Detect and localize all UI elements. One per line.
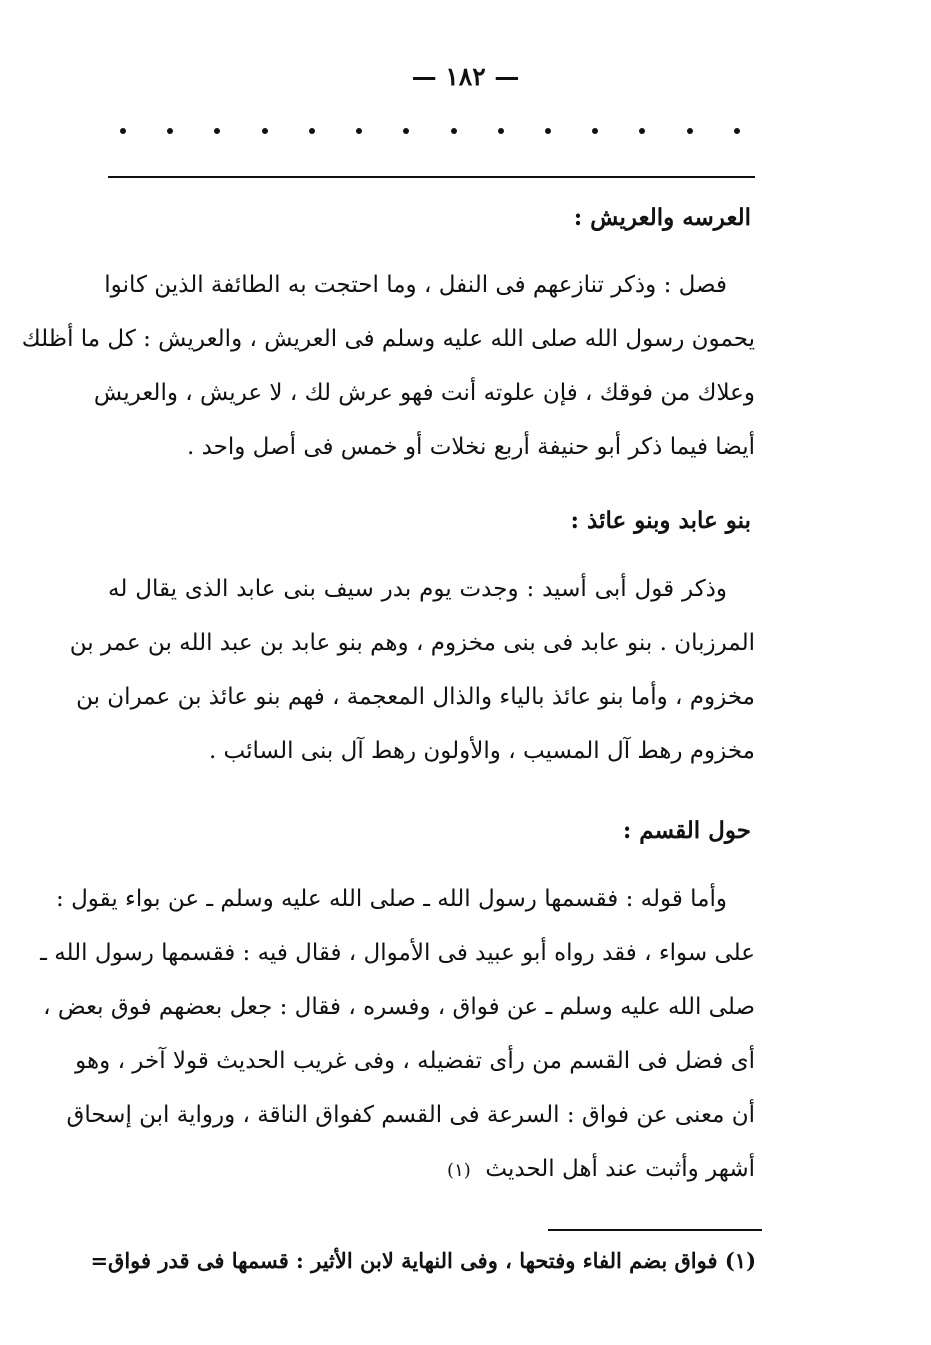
- ornament-dot: [639, 128, 645, 134]
- ornament-dot: [498, 128, 504, 134]
- footnote: (١) فواق بضم الفاء وفتحها ، وفى النهاية لابن الأثير : قسمها فى قدر فواق=: [90, 1248, 756, 1273]
- ornament-dot: [262, 128, 268, 134]
- ornament-dot: [167, 128, 173, 134]
- text-line: وأما قوله : فقسمها رسول الله ـ صلى الله عليه وسلم ـ عن بواء يقول :: [56, 886, 727, 912]
- text-line-with-ref: [108, 1142, 755, 1198]
- paragraph-banu-abid: [69, 562, 755, 778]
- text-line: صلى الله عليه وسلم ـ عن فواق ، وفسره ، فقال : جعل بعضهم فوق بعض ،: [43, 994, 755, 1020]
- text-line: أيضا فيما ذكر أبو حنيفة أربع نخلات أو خمس فى أصل واحد .: [186, 434, 755, 460]
- section-heading-banu-abid: بنو عابد وبنو عائذ :: [570, 507, 751, 534]
- ornament-dot: [309, 128, 315, 134]
- ornament-dot: [120, 128, 126, 134]
- text-line: أن معنى عن فواق : السرعة فى القسم كفواق الناقة ، ورواية ابن إسحاق: [66, 1102, 755, 1128]
- text-line: أى فضل فى القسم من رأى تفضيله ، وفى غريب الحديث قولا آخر ، وهو: [75, 1048, 755, 1074]
- section-heading-qasm: حول القسم :: [622, 817, 751, 844]
- page-number: — ١٨٢ —: [411, 62, 520, 91]
- ornament-dot: [451, 128, 457, 134]
- text-line: وعلاك من فوقك ، فإن علوته أنت فهو عرش لك ، لا عريش ، والعريش: [93, 380, 755, 406]
- section-heading-arish: العرسه والعريش :: [573, 204, 751, 231]
- text-line: مخزوم رهط آل المسيب ، والأولون رهط آل بنى السائب .: [208, 738, 755, 764]
- ornament-dot: [592, 128, 598, 134]
- text-line: على سواء ، فقد رواه أبو عبيد فى الأموال ، فقال فيه : فقسمها رسول الله ـ: [40, 940, 755, 966]
- text-line: مخزوم ، وأما بنو عائذ بالياء والذال المعجمة ، فهم بنو عائذ بن عمران بن: [76, 684, 755, 710]
- text-line: فصل : وذكر تنازعهم فى النفل ، وما احتجت به الطائفة الذين كانوا: [104, 272, 727, 298]
- ornament-dots: [120, 128, 740, 134]
- footnote-divider: [548, 1229, 762, 1231]
- ornament-dot: [214, 128, 220, 134]
- text-line: أشهر وأثبت عند أهل الحديث: [485, 1156, 755, 1182]
- text-line: يحمون رسول الله صلى الله عليه وسلم فى العريش ، والعريش : كل ما أظلك: [21, 326, 755, 352]
- ornament-dot: [545, 128, 551, 134]
- paragraph-qasm: [40, 872, 755, 1198]
- text-line: وذكر قول أبى أسيد : وجدت يوم بدر سيف بنى عابد الذى يقال له: [108, 576, 727, 602]
- text-line: المرزبان . بنو عابد فى بنى مخزوم ، وهم بنو عابد بن عبد الله بن عمر بن: [69, 630, 755, 656]
- footnote-reference: (١): [447, 1160, 471, 1181]
- paragraph-arish: [21, 258, 755, 474]
- ornament-dot: [403, 128, 409, 134]
- ornament-dot: [734, 128, 740, 134]
- top-divider: [108, 176, 755, 178]
- ornament-dot: [687, 128, 693, 134]
- ornament-dot: [356, 128, 362, 134]
